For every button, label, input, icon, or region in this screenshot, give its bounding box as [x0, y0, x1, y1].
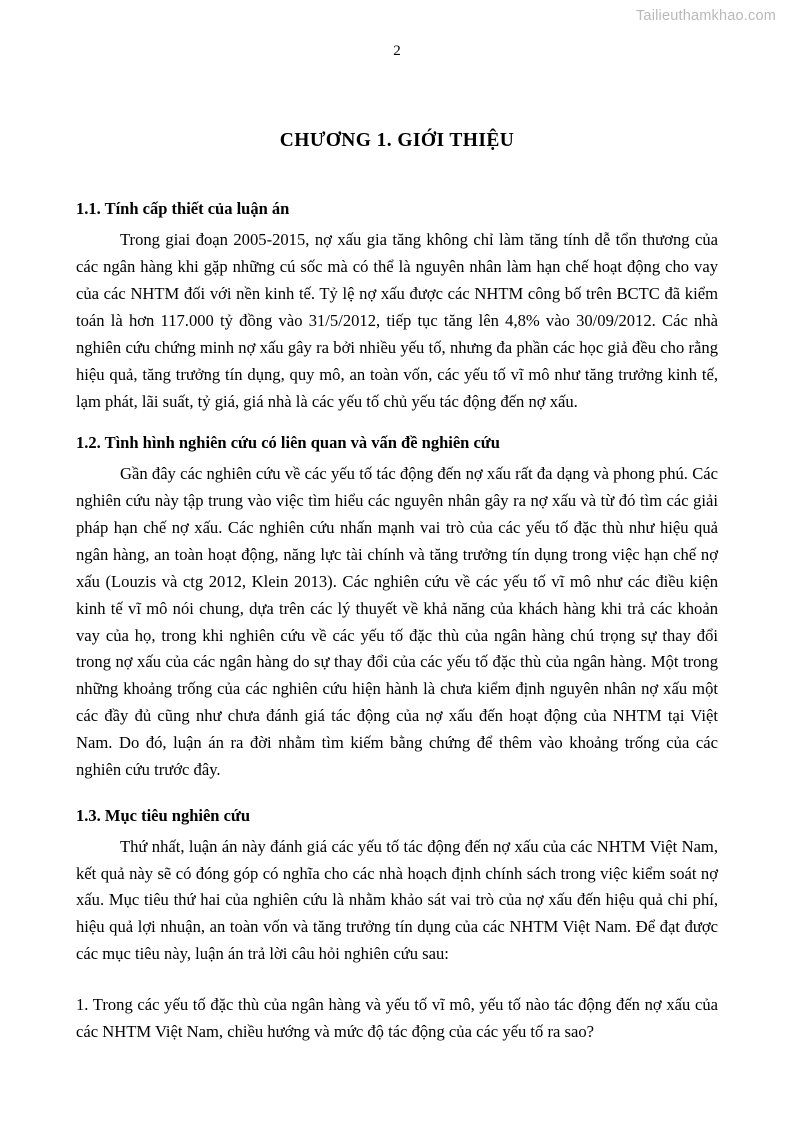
section-paragraph-1-1: Trong giai đoạn 2005-2015, nợ xấu gia tăng không chỉ làm tăng tính dễ tổn thương của các ngân hàng khi gặp những cú sốc mà có thể là nguyên nhân làm hạn chế hoạt động cho vay của các NHTM đối với nền kinh tế. Tỷ lệ nợ xấu được các NHTM công bố trên BCTC đã kiểm toán là hơn 117.000 tỷ đồng vào 31/5/2012, tiếp tục tăng lên 4,8% vào 30/09/2012. Các nhà nghiên cứu chứng minh nợ xấu gây ra bởi nhiều yếu tố, nhưng đa phần các học giả đều cho rằng hiệu quả, tăng trưởng tín dụng, quy mô, an toàn vốn, các yếu tố vĩ mô như tăng trưởng kinh tế, lạm phát, lãi suất, tỷ giá, giá nhà là các yếu tố chủ yếu tác động đến nợ xấu.: [76, 230, 718, 411]
page-content: [76, 128, 718, 1046]
section-paragraph-1-2: Gần đây các nghiên cứu về các yếu tố tác động đến nợ xấu rất đa dạng và phong phú. Các nghiên cứu này tập trung vào việc tìm hiểu các nguyên nhân gây ra nợ xấu và từ đó tìm các giải pháp hạn chế nợ xấu. Các nghiên cứu nhấn mạnh vai trò của các yếu tố đặc thù như hiệu quả ngân hàng, an toàn hoạt động, năng lực tài chính và tăng trưởng tín dụng trong việc hạn chế nợ xấu (Louzis và ctg 2012, Klein 2013). Các nghiên cứu về các yếu tố vĩ mô như các điều kiện kinh tế vĩ mô nói chung, dựa trên các lý thuyết về khả năng của khách hàng khi trả các khoản vay của họ, trong khi nghiên cứu về các yếu tố đặc thù của ngân hàng chú trọng sự thay đổi trong nợ xấu của các ngân hàng do sự thay đổi của các yếu tố đặc thù của ngân hàng. Một trong những khoảng trống của các nghiên cứu hiện hành là chưa kiểm định nguyên nhân nợ xấu một các đầy đủ cũng như chưa đánh giá tác động của nợ xấu đến hoạt động của NHTM tại Việt Nam. Do đó, luận án ra đời nhằm tìm kiếm bằng chứng để thêm vào khoảng trống của các nghiên cứu trước đây.: [76, 464, 718, 779]
chapter-title: CHƯƠNG 1. GIỚI THIỆU: [279, 130, 515, 151]
section-heading-1-1: 1.1. Tính cấp thiết của luận án: [76, 199, 290, 219]
section-paragraph-1-3: Thứ nhất, luận án này đánh giá các yếu tố tác động đến nợ xấu của các NHTM Việt Nam, kết quả này sẽ có đóng góp có nghĩa cho các nhà hoạch định chính sách trong việc kiểm soát nợ xấu. Mục tiêu thứ hai của nghiên cứu là nhằm khảo sát vai trò của nợ xấu đến hiệu quả chi phí, hiệu quả lợi nhuận, an toàn vốn và tăng trưởng tín dụng của các NHTM Việt Nam. Để đạt được các mục tiêu này, luận án trả lời câu hỏi nghiên cứu sau:: [76, 836, 718, 964]
section-heading-1-3: 1.3. Mục tiêu nghiên cứu: [76, 805, 250, 825]
watermark-text: Tailieuthamkhao.com: [635, 8, 776, 24]
page-number: 2: [393, 43, 401, 59]
section-heading-1-2: 1.2. Tình hình nghiên cứu có liên quan và vấn đề nghiên cứu: [76, 433, 500, 453]
research-question-1: 1. Trong các yếu tố đặc thù của ngân hàng và yếu tố vĩ mô, yếu tố nào tác động đến nợ xấu của các NHTM Việt Nam, chiều hướng và mức độ tác động của các yếu tố ra sao?: [76, 995, 718, 1041]
